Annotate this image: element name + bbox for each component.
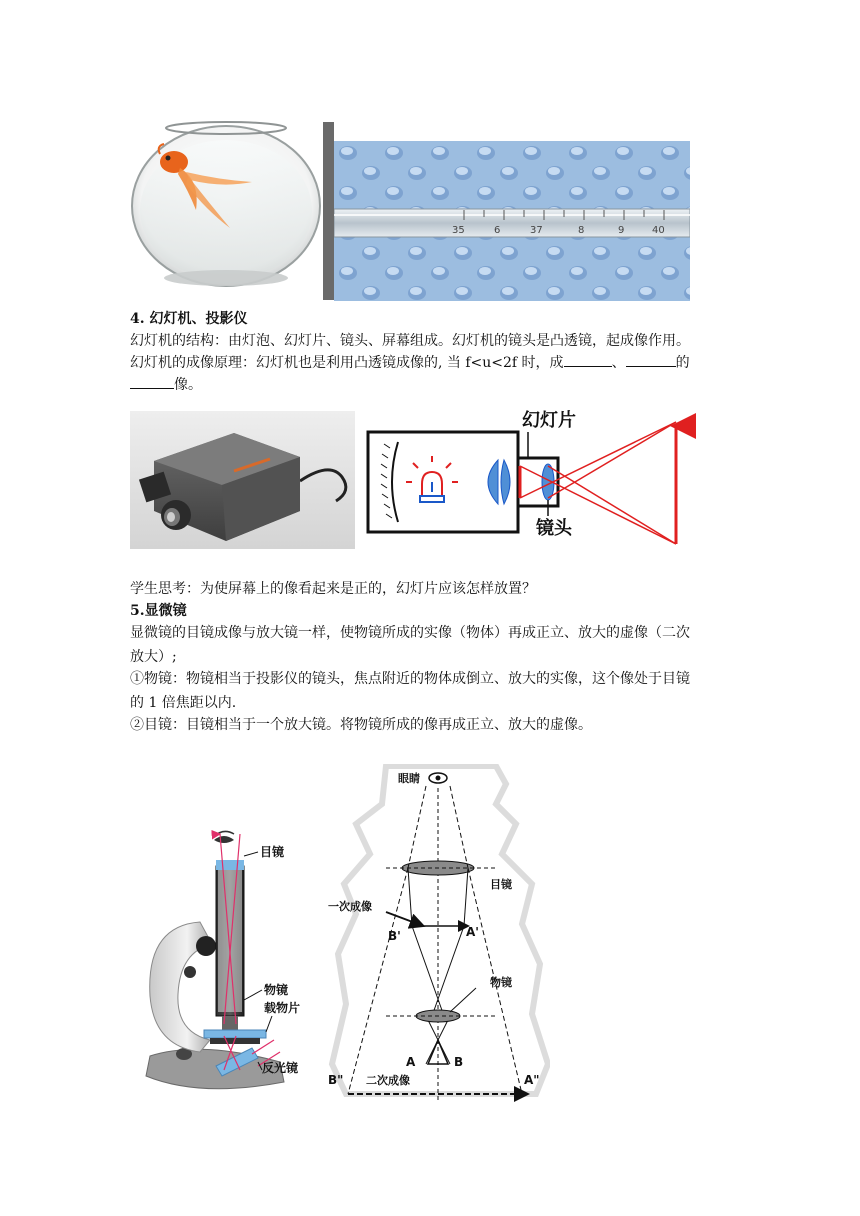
principle-sep: 、 xyxy=(611,355,626,371)
label-slide: 幻灯片 xyxy=(522,410,576,431)
label-lens: 镜头 xyxy=(536,518,572,539)
answer-blank-1[interactable] xyxy=(564,352,612,367)
label-eye: 眼睛 xyxy=(398,772,420,785)
label-eyepiece-lens: 目镜 xyxy=(490,878,512,891)
thermometer-mark: 6 xyxy=(494,225,501,236)
slide-projector-photo xyxy=(130,411,355,549)
label-mirror: 反光镜 xyxy=(262,1061,299,1075)
label-first-image: 一次成像 xyxy=(328,900,372,913)
label-b-double: B" xyxy=(328,1073,344,1087)
thermometer-mark: 35 xyxy=(452,225,465,236)
projector-diagram xyxy=(366,404,696,554)
student-think-question: 学生思考：为使屏幕上的像看起来是正的，幻灯片应该怎样放置？ xyxy=(130,581,536,597)
label-a: A xyxy=(406,1055,416,1069)
section4-heading: 4. 幻灯机、投影仪 xyxy=(130,311,248,327)
microscope-ray-diagram xyxy=(326,764,550,1104)
section5-line1: 显微镜的目镜成像与放大镜一样，使物镜所成的实像（物体）再成正立、放大的虚像（二次 xyxy=(130,625,690,641)
label-stage-slide: 载物片 xyxy=(264,1001,301,1015)
label-objective: 物镜 xyxy=(264,983,289,997)
microscope-photo xyxy=(140,826,320,1104)
section5-heading: 5.显微镜 xyxy=(130,603,187,619)
principle-text-start: 幻灯机的成像原理：幻灯机也是利用凸透镜成像的, 当 f<u<2f 时，成 xyxy=(130,355,564,371)
label-b-prime: B' xyxy=(388,929,401,943)
label-a-prime: A' xyxy=(466,925,479,939)
thermometer-photo xyxy=(334,141,690,301)
label-eyepiece: 目镜 xyxy=(260,845,285,859)
thermometer-mark: 40 xyxy=(652,225,665,236)
section4-principle-line3 xyxy=(130,374,202,396)
label-second-image: 二次成像 xyxy=(366,1074,410,1087)
answer-blank-2[interactable] xyxy=(626,352,676,367)
principle-line3-end: 像。 xyxy=(174,377,202,393)
label-objective-lens: 物镜 xyxy=(490,976,512,989)
photo-divider xyxy=(323,122,334,300)
principle-text-end: 的 xyxy=(675,355,690,371)
thermometer-mark: 8 xyxy=(578,225,585,236)
section5-line4: 的 1 倍焦距以内. xyxy=(130,695,237,711)
thermometer-mark: 9 xyxy=(618,225,625,236)
thermometer-mark: 37 xyxy=(530,225,543,236)
section4-principle-text xyxy=(130,352,690,374)
goldfish-bowl-photo xyxy=(130,110,324,290)
section5-line3: ①物镜：物镜相当于投影仪的镜头，焦点附近的物体成倒立、放大的实像，这个像处于目镜 xyxy=(130,671,690,687)
section4-structure-text: 幻灯机的结构：由灯泡、幻灯片、镜头、屏幕组成。幻灯机的镜头是凸透镜，起成像作用。 xyxy=(130,333,690,349)
label-a-double: A" xyxy=(524,1073,540,1087)
section5-line2: 放大）; xyxy=(130,649,177,665)
label-b: B xyxy=(454,1055,464,1069)
answer-blank-3[interactable] xyxy=(130,374,174,389)
section5-line5: ②目镜：目镜相当于一个放大镜。将物镜所成的像再成正立、放大的虚像。 xyxy=(130,717,592,733)
